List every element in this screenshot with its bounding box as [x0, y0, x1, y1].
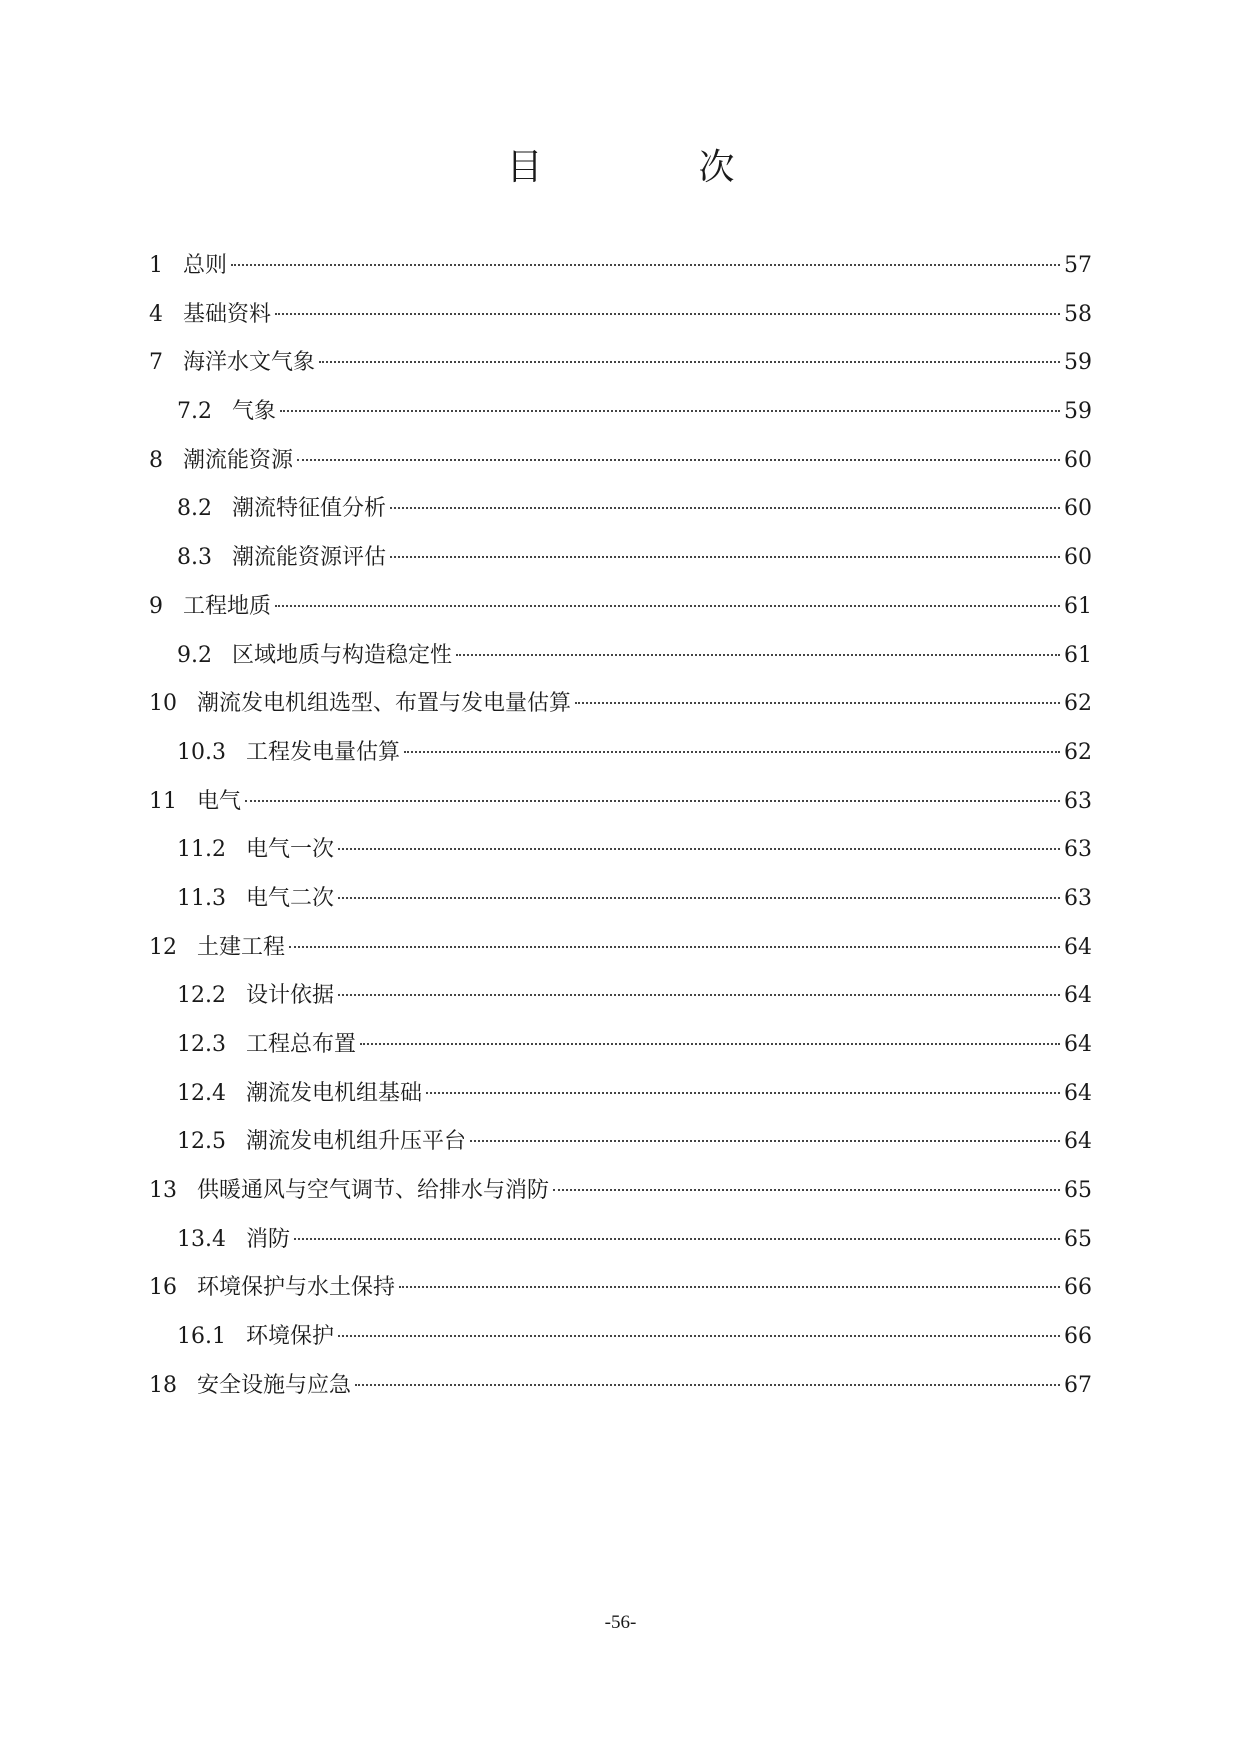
toc-entry-number: 12.2 [177, 983, 226, 1009]
toc-entry-title: 海洋水文气象 [183, 350, 316, 376]
toc-entry-number: 7 [149, 350, 163, 376]
toc-entry-page: 63 [1064, 837, 1092, 863]
toc-entry-title: 潮流发电机组基础 [245, 1080, 422, 1106]
toc-entry-number: 16 [149, 1275, 177, 1301]
toc-entry[interactable] [149, 835, 1092, 884]
toc-entry-page: 62 [1064, 691, 1092, 717]
toc-entry-title: 总则 [183, 253, 228, 278]
toc-entry-page: 58 [1064, 301, 1092, 327]
toc-entry[interactable] [149, 738, 1092, 787]
dot-leader [426, 1092, 1060, 1094]
toc-entry[interactable] [149, 933, 1092, 982]
toc-entry-title: 工程发电量估算 [245, 739, 400, 765]
toc-entry-page: 59 [1064, 350, 1092, 376]
toc-entry-title: 潮流发电机组升压平台 [245, 1129, 466, 1155]
toc-entry-title: 电气一次 [245, 837, 334, 863]
toc-entry[interactable] [149, 1273, 1092, 1322]
toc-entry-number: 11.2 [177, 837, 226, 863]
dot-leader [297, 459, 1060, 461]
toc-entry-number: 8.3 [177, 545, 212, 571]
dot-leader [275, 605, 1060, 607]
toc-entry[interactable] [149, 1176, 1092, 1225]
dot-leader [275, 313, 1060, 315]
dot-leader [355, 1384, 1060, 1386]
toc-entry-number: 12.4 [177, 1080, 226, 1106]
toc-entry-number: 9.2 [177, 642, 212, 668]
toc-entry-title: 环境保护 [245, 1324, 334, 1350]
dot-leader [338, 1335, 1060, 1337]
page-title: 目 次 [506, 147, 795, 188]
toc-entry-number: 1 [149, 253, 163, 278]
dot-leader [289, 946, 1060, 948]
toc-entry-page: 60 [1064, 496, 1092, 522]
toc-entry-title: 安全设施与应急 [197, 1372, 352, 1398]
dot-leader [338, 897, 1060, 899]
page-number: -56- [604, 1612, 637, 1633]
toc-entry[interactable] [149, 1322, 1092, 1371]
toc-entry-number: 12.3 [177, 1032, 226, 1057]
toc-entry[interactable] [149, 397, 1092, 446]
toc-entry[interactable] [149, 1225, 1092, 1274]
toc-entry-title: 电气二次 [245, 885, 334, 911]
dot-leader [404, 751, 1060, 753]
toc-entry[interactable] [149, 1371, 1092, 1420]
toc-entry-title: 工程总布置 [245, 1032, 356, 1057]
toc-entry[interactable] [149, 981, 1092, 1030]
table-of-contents [149, 251, 1092, 1420]
toc-entry-page: 64 [1064, 1129, 1092, 1155]
toc-entry-number: 7.2 [177, 399, 212, 425]
toc-entry-number: 9 [149, 593, 163, 619]
toc-entry-page: 65 [1064, 1178, 1092, 1204]
toc-entry[interactable] [149, 251, 1092, 300]
toc-entry-title: 基础资料 [183, 301, 272, 327]
dot-leader [456, 654, 1060, 656]
toc-entry-number: 13 [149, 1178, 177, 1204]
toc-entry-title: 环境保护与水土保持 [197, 1275, 396, 1301]
toc-entry[interactable] [149, 543, 1092, 592]
toc-entry[interactable] [149, 1030, 1092, 1079]
toc-entry-page: 66 [1064, 1324, 1092, 1350]
dot-leader [575, 702, 1060, 704]
toc-entry-page: 60 [1064, 545, 1092, 571]
toc-entry-number: 16.1 [177, 1324, 226, 1350]
toc-entry[interactable] [149, 592, 1092, 641]
toc-entry-page: 65 [1064, 1226, 1092, 1252]
toc-entry-page: 57 [1064, 253, 1092, 278]
toc-entry-title: 工程地质 [183, 593, 272, 619]
toc-entry-number: 8.2 [177, 496, 212, 522]
dot-leader [294, 1238, 1060, 1240]
toc-entry-title: 设计依据 [245, 983, 334, 1009]
toc-entry-number: 11.3 [177, 885, 226, 911]
toc-entry-page: 64 [1064, 983, 1092, 1009]
dot-leader [390, 556, 1060, 558]
dot-leader [245, 800, 1060, 802]
toc-entry-page: 63 [1064, 885, 1092, 911]
toc-entry[interactable] [149, 689, 1092, 738]
toc-entry-page: 64 [1064, 1032, 1092, 1057]
toc-entry-number: 13.4 [177, 1226, 226, 1252]
toc-entry-title: 电气 [197, 788, 242, 814]
toc-entry[interactable] [149, 300, 1092, 349]
toc-entry-number: 11 [149, 788, 177, 814]
dot-leader [231, 264, 1060, 266]
toc-entry-page: 67 [1064, 1372, 1092, 1398]
toc-entry-title: 土建工程 [197, 934, 286, 960]
toc-entry-page: 66 [1064, 1275, 1092, 1301]
toc-entry-number: 10.3 [177, 739, 226, 765]
toc-entry-title: 潮流发电机组选型、布置与发电量估算 [197, 691, 572, 717]
toc-entry[interactable] [149, 787, 1092, 836]
toc-entry-title: 区域地质与构造稳定性 [232, 642, 453, 668]
toc-entry[interactable] [149, 494, 1092, 543]
dot-leader [338, 848, 1060, 850]
toc-entry-page: 64 [1064, 934, 1092, 960]
dot-leader [399, 1286, 1060, 1288]
toc-entry[interactable] [149, 1127, 1092, 1176]
dot-leader [470, 1140, 1060, 1142]
dot-leader [553, 1189, 1060, 1191]
toc-entry-title: 潮流特征值分析 [232, 496, 387, 522]
toc-entry[interactable] [149, 884, 1092, 933]
toc-entry[interactable] [149, 641, 1092, 690]
dot-leader [319, 361, 1060, 363]
dot-leader [360, 1043, 1060, 1045]
toc-entry[interactable] [149, 446, 1092, 495]
toc-entry-number: 10 [149, 691, 177, 717]
dot-leader [280, 410, 1060, 412]
toc-entry-page: 62 [1064, 739, 1092, 765]
dot-leader [390, 507, 1060, 509]
toc-entry-number: 12.5 [177, 1129, 226, 1155]
toc-entry-page: 60 [1064, 447, 1092, 473]
toc-entry-title: 供暖通风与空气调节、给排水与消防 [197, 1178, 550, 1204]
toc-entry-number: 12 [149, 934, 177, 960]
toc-entry-title: 潮流能资源 [183, 447, 294, 473]
toc-entry-number: 4 [149, 301, 163, 327]
toc-entry-page: 61 [1064, 593, 1092, 619]
toc-entry-page: 63 [1064, 788, 1092, 814]
toc-entry-number: 18 [149, 1372, 177, 1398]
toc-entry-number: 8 [149, 447, 163, 473]
toc-entry[interactable] [149, 1079, 1092, 1128]
toc-entry-page: 64 [1064, 1080, 1092, 1106]
dot-leader [338, 994, 1060, 996]
toc-entry-page: 59 [1064, 399, 1092, 425]
toc-entry-page: 61 [1064, 642, 1092, 668]
toc-entry-title: 潮流能资源评估 [232, 545, 387, 571]
toc-entry[interactable] [149, 348, 1092, 397]
toc-entry-title: 气象 [232, 399, 277, 425]
toc-entry-title: 消防 [245, 1226, 290, 1252]
